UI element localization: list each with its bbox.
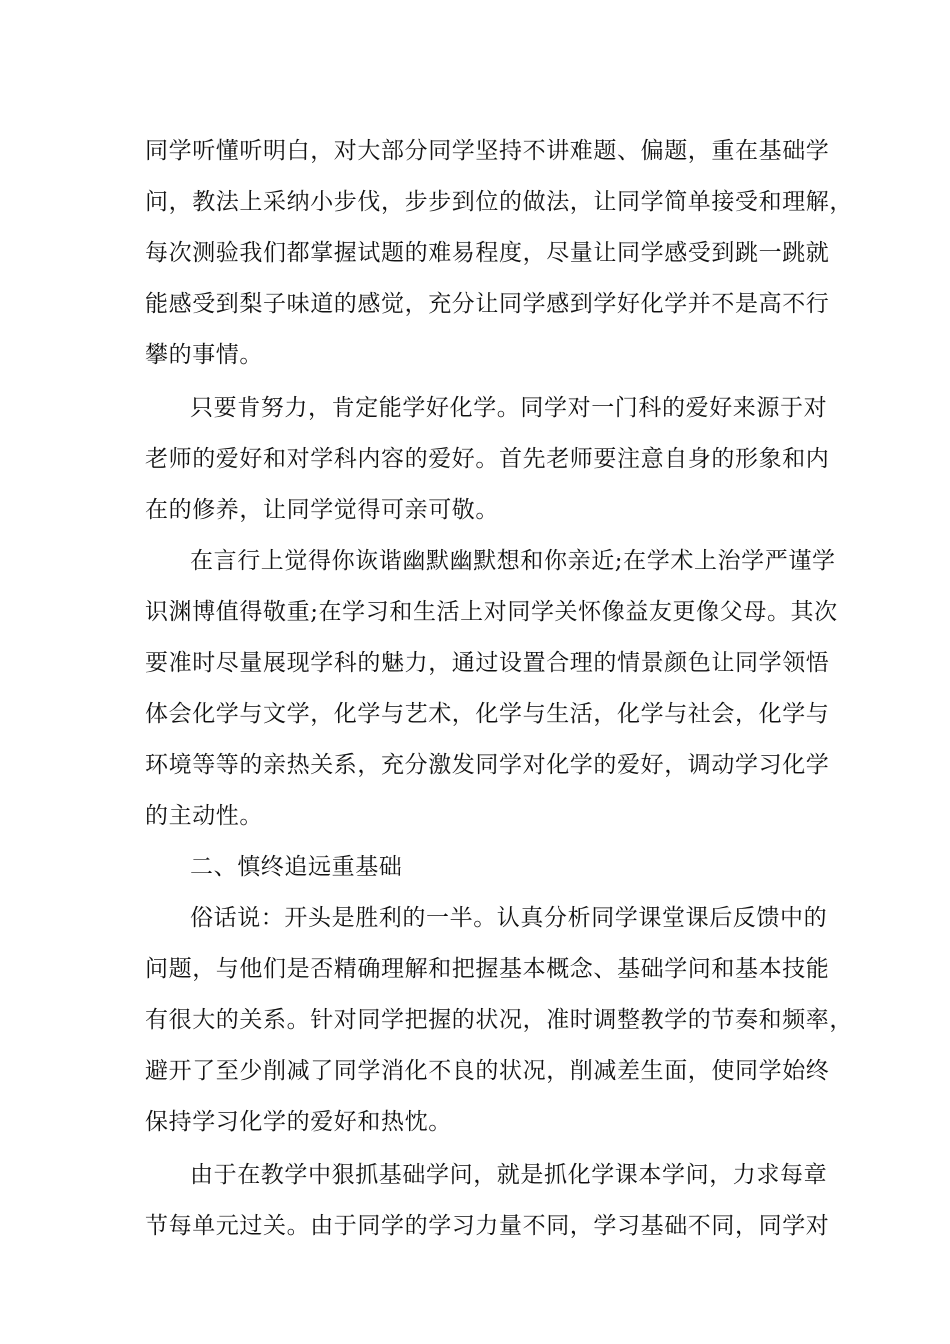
text-line: 同学听懂听明白，对大部分同学坚持不讲难题、偏题，重在基础学 <box>145 138 830 164</box>
text-line: 要准时尽量展现学科的魅力，通过设置合理的情景颜色让同学领悟 <box>145 650 830 676</box>
text-line: 俗话说：开头是胜利的一半。认真分析同学课堂课后反馈中的 <box>190 905 828 931</box>
section-heading: 二、慎终追远重基础 <box>190 854 403 880</box>
text-line: 每次测验我们都掌握试题的难易程度，尽量让同学感受到跳一跳就 <box>145 240 830 266</box>
text-line: 问，教法上采纳小步伐，步步到位的做法，让同学简单接受和理解， <box>145 189 853 215</box>
text-line: 攀的事情。 <box>145 342 263 368</box>
text-line: 在言行上觉得你诙谐幽默幽默想和你亲近;在学术上治学严谨学 <box>190 548 836 574</box>
text-line: 由于在教学中狠抓基础学问，就是抓化学课本学问，力求每章 <box>190 1162 828 1188</box>
text-line: 只要肯努力，肯定能学好化学。同学对一门科的爱好来源于对 <box>190 395 828 421</box>
text-line: 避开了至少削减了同学消化不良的状况，削减差生面，使同学始终 <box>145 1058 830 1084</box>
text-line: 问题，与他们是否精确理解和把握基本概念、基础学问和基本技能 <box>145 956 830 982</box>
text-line: 老师的爱好和对学科内容的爱好。首先老师要注意自身的形象和内 <box>145 446 830 472</box>
text-line: 体会化学与文学，化学与艺术，化学与生活，化学与社会，化学与 <box>145 701 830 727</box>
text-line: 的主动性。 <box>145 803 263 829</box>
text-line: 有很大的关系。针对同学把握的状况，准时调整教学的节奏和频率， <box>145 1007 853 1033</box>
text-line: 能感受到梨子味道的感觉，充分让同学感到学好化学并不是高不行 <box>145 291 830 317</box>
text-line: 节每单元过关。由于同学的学习力量不同，学习基础不同，同学对 <box>145 1213 830 1239</box>
text-line: 保持学习化学的爱好和热忱。 <box>145 1109 452 1135</box>
text-line: 在的修养，让同学觉得可亲可敬。 <box>145 497 499 523</box>
text-line: 环境等等的亲热关系，充分激发同学对化学的爱好，调动学习化学 <box>145 752 830 778</box>
text-line: 识渊博值得敬重;在学习和生活上对同学关怀像益友更像父母。其次 <box>145 599 838 625</box>
